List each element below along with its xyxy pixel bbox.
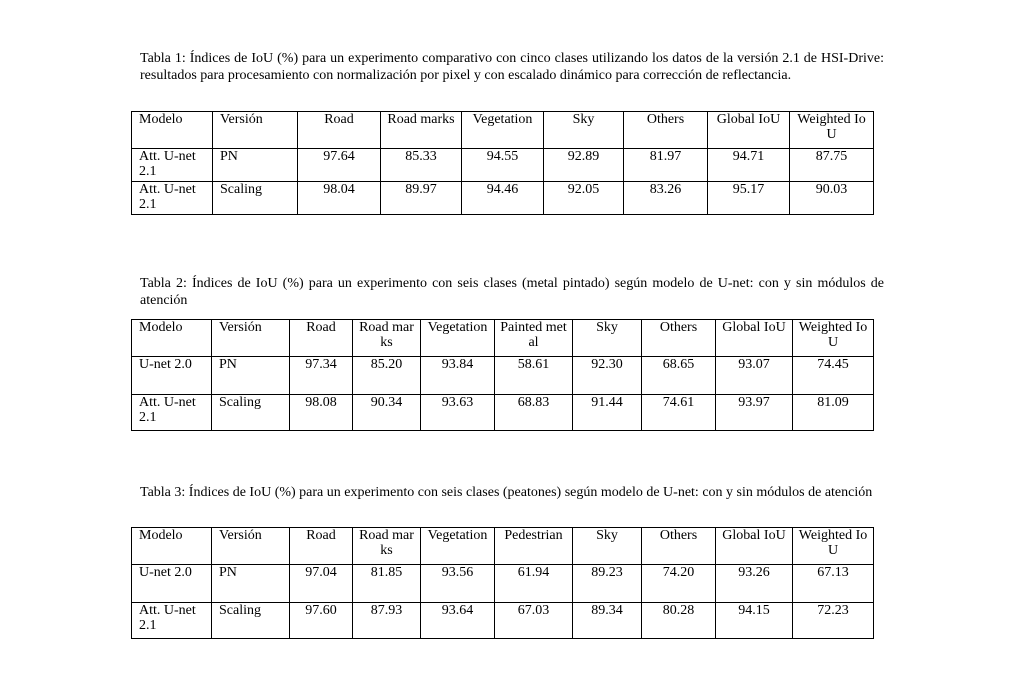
header-cell: Others <box>624 112 708 149</box>
table-cell: 90.34 <box>353 395 421 431</box>
table-row <box>132 357 874 395</box>
table-cell: 74.45 <box>793 357 874 395</box>
table-cell: 91.44 <box>573 395 642 431</box>
table-cell: 89.97 <box>381 182 462 215</box>
table-cell: 67.03 <box>495 603 573 639</box>
table-row <box>132 565 874 603</box>
header-cell: Sky <box>573 528 642 565</box>
header-cell: Vegetation <box>421 528 495 565</box>
table-cell: Att. U-net 2.1 <box>132 603 212 639</box>
header-cell: Global IoU <box>716 320 793 357</box>
table-cell: 97.60 <box>290 603 353 639</box>
table-cell: U-net 2.0 <box>132 565 212 603</box>
table-cell: 93.07 <box>716 357 793 395</box>
table-cell: PN <box>212 357 290 395</box>
table-cell: 92.89 <box>544 149 624 182</box>
table-cell: 83.26 <box>624 182 708 215</box>
header-cell: Weighted IoU <box>793 320 874 357</box>
table-cell: 93.97 <box>716 395 793 431</box>
table-cell: 68.83 <box>495 395 573 431</box>
table-cell: Scaling <box>213 182 298 215</box>
table-cell: 93.56 <box>421 565 495 603</box>
table-cell: 89.34 <box>573 603 642 639</box>
table-cell: 94.46 <box>462 182 544 215</box>
table-cell: 81.85 <box>353 565 421 603</box>
table-cell: 92.05 <box>544 182 624 215</box>
header-cell: Road <box>290 528 353 565</box>
table-row <box>132 182 874 215</box>
table-cell: 58.61 <box>495 357 573 395</box>
table-cell: 94.71 <box>708 149 790 182</box>
table-cell: Scaling <box>212 395 290 431</box>
header-cell: Modelo <box>132 112 213 149</box>
table-1 <box>131 111 874 215</box>
table-cell: Scaling <box>212 603 290 639</box>
table-cell: 93.26 <box>716 565 793 603</box>
table-cell: 87.93 <box>353 603 421 639</box>
table-cell: Att. U-net 2.1 <box>132 149 213 182</box>
table-cell: 94.15 <box>716 603 793 639</box>
table-cell: PN <box>212 565 290 603</box>
table-cell: 87.75 <box>790 149 874 182</box>
header-cell: Road marks <box>381 112 462 149</box>
header-cell: Vegetation <box>421 320 495 357</box>
table-cell: 97.34 <box>290 357 353 395</box>
table-cell: 61.94 <box>495 565 573 603</box>
header-cell: Painted metal <box>495 320 573 357</box>
header-cell: Weighted IoU <box>790 112 874 149</box>
header-cell: Vegetation <box>462 112 544 149</box>
table-header-row <box>132 112 874 149</box>
header-cell: Versión <box>212 320 290 357</box>
header-cell: Versión <box>213 112 298 149</box>
table-cell: 89.23 <box>573 565 642 603</box>
table-cell: 85.20 <box>353 357 421 395</box>
table-cell: 93.84 <box>421 357 495 395</box>
table-row <box>132 395 874 431</box>
table-cell: 95.17 <box>708 182 790 215</box>
header-cell: Road <box>298 112 381 149</box>
header-cell: Modelo <box>132 320 212 357</box>
table-cell: 90.03 <box>790 182 874 215</box>
table-cell: 92.30 <box>573 357 642 395</box>
table-3 <box>131 527 874 639</box>
header-cell: Sky <box>573 320 642 357</box>
table-row <box>132 149 874 182</box>
table-cell: 68.65 <box>642 357 716 395</box>
table-cell: 81.09 <box>793 395 874 431</box>
table-cell: 97.64 <box>298 149 381 182</box>
header-cell: Global IoU <box>708 112 790 149</box>
table-row <box>132 603 874 639</box>
header-cell: Global IoU <box>716 528 793 565</box>
table-cell: 72.23 <box>793 603 874 639</box>
table-cell: 98.04 <box>298 182 381 215</box>
header-cell: Road <box>290 320 353 357</box>
table-cell: 67.13 <box>793 565 874 603</box>
table-cell: 81.97 <box>624 149 708 182</box>
header-cell: Versión <box>212 528 290 565</box>
header-cell: Others <box>642 528 716 565</box>
header-cell: Modelo <box>132 528 212 565</box>
table-cell: 97.04 <box>290 565 353 603</box>
table-header-row <box>132 528 874 565</box>
table-3-caption: Tabla 3: Índices de IoU (%) para un experimento con seis clases (peatones) según modelo de U-net: con y sin módulos de atención <box>140 485 873 500</box>
table-cell: 74.20 <box>642 565 716 603</box>
header-cell: Sky <box>544 112 624 149</box>
table-2 <box>131 319 874 431</box>
header-cell: Weighted IoU <box>793 528 874 565</box>
table-header-row <box>132 320 874 357</box>
header-cell: Road marks <box>353 528 421 565</box>
header-cell: Road marks <box>353 320 421 357</box>
table-cell: PN <box>213 149 298 182</box>
table-cell: Att. U-net 2.1 <box>132 182 213 215</box>
table-cell: 93.63 <box>421 395 495 431</box>
table-cell: 94.55 <box>462 149 544 182</box>
table-cell: U-net 2.0 <box>132 357 212 395</box>
header-cell: Pedestrian <box>495 528 573 565</box>
table-cell: 93.64 <box>421 603 495 639</box>
table-cell: 74.61 <box>642 395 716 431</box>
table-2-caption: Tabla 2: Índices de IoU (%) para un experimento con seis clases (metal pintado) según modelo de U-net: con y sin módulos de atención <box>140 276 884 308</box>
table-cell: 80.28 <box>642 603 716 639</box>
header-cell: Others <box>642 320 716 357</box>
table-cell: 85.33 <box>381 149 462 182</box>
table-1-caption: Tabla 1: Índices de IoU (%) para un experimento comparativo con cinco clases utilizando los datos de la versión 2.1 de HSI-Drive: resultados para procesamiento con normalización por pixel y con escalado dinámico para corrección de reflectancia. <box>140 51 884 83</box>
table-cell: 98.08 <box>290 395 353 431</box>
table-cell: Att. U-net 2.1 <box>132 395 212 431</box>
